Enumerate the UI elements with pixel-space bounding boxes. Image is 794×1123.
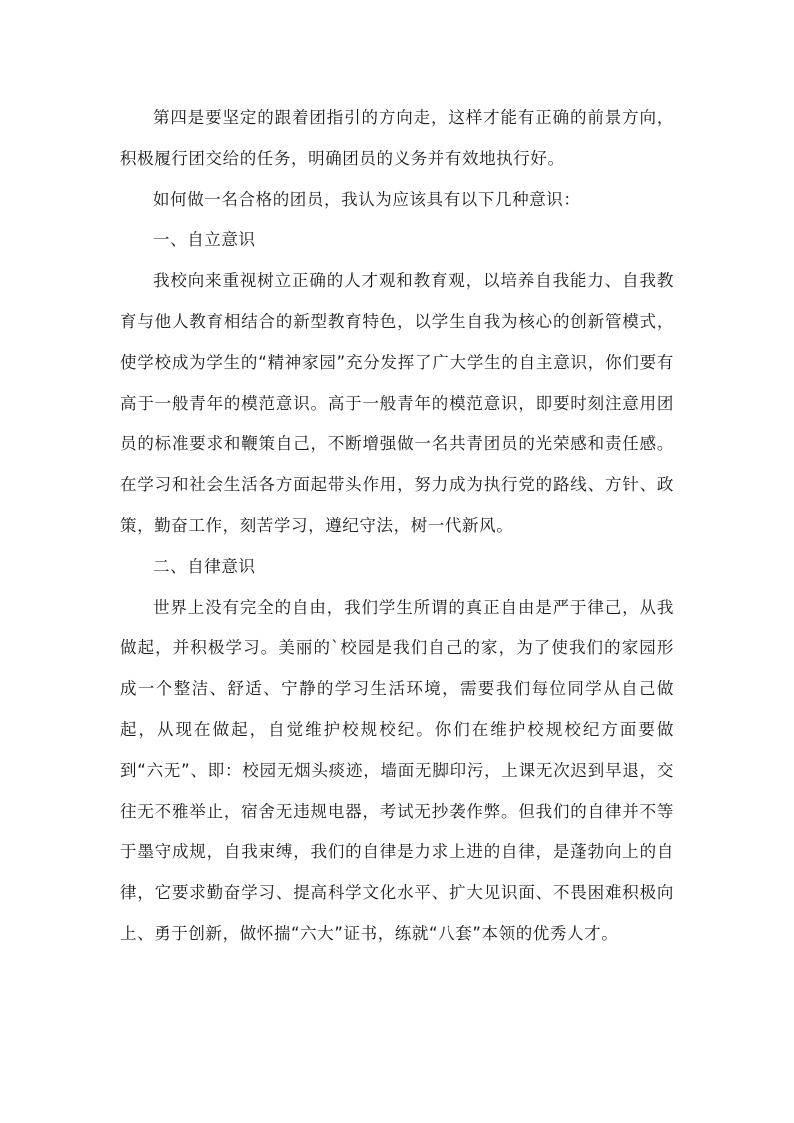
document-body xyxy=(120,98,674,955)
heading-self-reliance: 一、自立意识 xyxy=(153,230,256,250)
paragraph-self-reliance: 我校向来重视树立正确的人才观和教育观，以培养自我能力、自我教育与他人教育相结合的新型教育特色，以学生自我为核心的创新管模式，使学校成为学生的“精神家园”充分发挥了广大学生的自主意识，你们要有高于一般青年的模范意识。高于一般青年的模范意识，即要时刻注意用团员的标准要求和鞭策自己，不断增强做一名共青团员的光荣感和责任感。在学习和社会生活各方面起带头作用，努力成为执行党的路线、方针、政策，勤奋工作，刻苦学习，遵纪守法，树一代新风。 xyxy=(120,271,674,535)
paragraph-direction: 第四是要坚定的跟着团指引的方向走，这样才能有正确的前景方向，积极履行团交给的任务，明确团员的义务并有效地执行好。 xyxy=(120,108,674,168)
paragraph-intro: 如何做一名合格的团员，我认为应该具有以下几种意识： xyxy=(153,189,581,209)
heading-self-discipline: 二、自律意识 xyxy=(153,556,256,576)
paragraph-self-discipline: 世界上没有完全的自由，我们学生所谓的真正自由是严于律己，从我做起，并积极学习。美丽的`校园是我们自己的家，为了使我们的家园形成一个整洁、舒适、宁静的学习生活环境，需要我们每位同学从自己做起，从现在做起，自觉维护校规校纪。你们在维护校规校纪方面要做到“六无”、即：校园无烟头痰迹，墙面无脚印污，上课无次迟到早退，交往无不雅举止，宿舍无违规电器，考试无抄袭作弊。但我们的自律并不等于墨守成规，自我束缚，我们的自律是力求上进的自律，是蓬勃向上的自律，它要求勤奋学习、提高科学文化水平、扩大见识面、不畏困难积极向上、勇于创新，做怀揣“六大”证书，练就“八套”本领的优秀人才。 xyxy=(120,597,674,943)
